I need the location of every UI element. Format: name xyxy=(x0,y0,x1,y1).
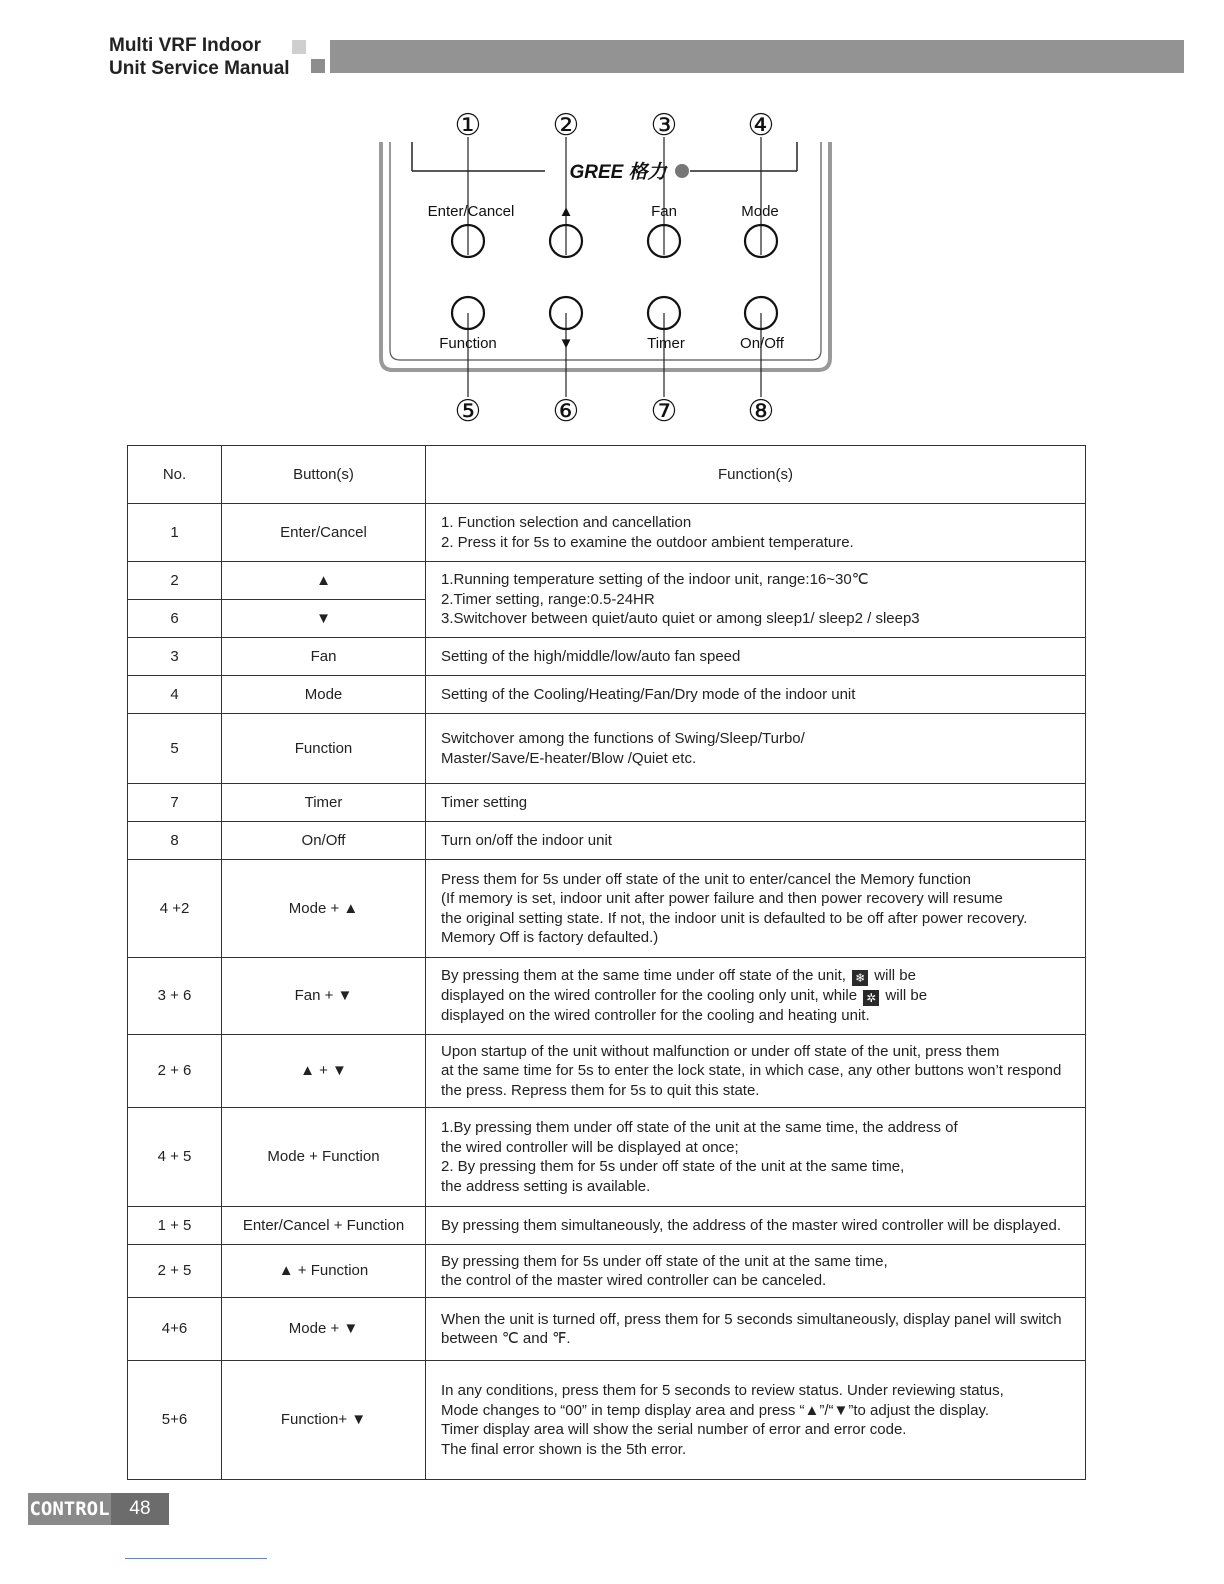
function-line xyxy=(441,966,1077,986)
table-row xyxy=(128,958,1086,1035)
cell-button: Mode + ▼ xyxy=(222,1298,426,1361)
function-line: Setting of the Cooling/Heating/Fan/Dry mode of the indoor unit xyxy=(441,685,856,703)
table-header-row xyxy=(128,446,1086,504)
callout-6: ⑥ xyxy=(552,394,580,429)
cell-function xyxy=(426,676,1086,714)
function-line xyxy=(441,986,1077,1006)
cell-button: Fan + ▼ xyxy=(222,958,426,1035)
function-line: Setting of the high/middle/low/auto fan speed xyxy=(441,647,741,665)
function-text: will be xyxy=(885,987,928,1005)
label-timer: Timer xyxy=(647,335,685,352)
function-line: In any conditions, press them for 5 seconds to review status. Under reviewing status, xyxy=(441,1382,1004,1399)
cell-function xyxy=(426,562,1086,638)
cell-no: 4 xyxy=(128,676,222,714)
function-line: Press them for 5s under off state of the unit to enter/cancel the Memory function xyxy=(441,870,972,888)
cell-button: Function+ ▼ xyxy=(222,1361,426,1480)
brand-logo: GREE 格力 xyxy=(569,162,667,183)
table-row xyxy=(128,676,1086,714)
cell-function xyxy=(426,860,1086,958)
cell-button: ▲ + Function xyxy=(222,1245,426,1298)
table-row xyxy=(128,1207,1086,1245)
function-text: will be xyxy=(874,967,916,985)
function-line: Upon startup of the unit without malfunction or under off state of the unit, press them xyxy=(441,1042,1000,1060)
function-line: the original setting state. If not, the indoor unit is defaulted to be off after power recovery. xyxy=(441,909,1028,927)
function-line: Switchover among the functions of Swing/Sleep/Turbo/ xyxy=(441,730,805,747)
cell-button: Enter/Cancel + Function xyxy=(222,1207,426,1245)
cell-button: Mode xyxy=(222,676,426,714)
cell-function xyxy=(426,504,1086,562)
label-function: Function xyxy=(439,335,497,352)
page-number: 48 xyxy=(111,1493,169,1525)
callout-7: ⑦ xyxy=(650,394,678,429)
function-line: the address setting is available. xyxy=(441,1177,651,1195)
cell-no: 7 xyxy=(128,784,222,822)
callout-8: ⑧ xyxy=(747,394,775,429)
function-line: the press. Repress them for 5s to quit this state. xyxy=(441,1081,760,1099)
function-line: By pressing them simultaneously, the address of the master wired controller will be displayed. xyxy=(441,1216,1062,1234)
label-down: ▼ xyxy=(558,335,574,352)
cell-no: 5+6 xyxy=(128,1361,222,1480)
cell-button: ▲ xyxy=(222,562,426,600)
function-line: (If memory is set, indoor unit after power failure and then power recovery will resume xyxy=(441,890,1003,907)
function-line: at the same time for 5s to enter the lock state, in which case, any other buttons won’t respond xyxy=(441,1062,1062,1080)
cell-function xyxy=(426,1108,1086,1207)
cell-function xyxy=(426,1035,1086,1108)
function-line: Timer setting xyxy=(441,793,528,811)
table-row xyxy=(128,1361,1086,1480)
cell-no: 3 + 6 xyxy=(128,958,222,1035)
cell-button: ▼ xyxy=(222,600,426,638)
cell-function xyxy=(426,714,1086,784)
header-no: No. xyxy=(128,446,222,504)
callout-5: ⑤ xyxy=(454,394,482,429)
cell-function xyxy=(426,638,1086,676)
table-row xyxy=(128,504,1086,562)
footer-rule xyxy=(125,1558,267,1559)
table-row xyxy=(128,822,1086,860)
callout-1: ① xyxy=(454,108,482,143)
cell-function xyxy=(426,784,1086,822)
cell-button: Function xyxy=(222,714,426,784)
cell-function xyxy=(426,958,1086,1035)
cell-no: 5 xyxy=(128,714,222,784)
table-row xyxy=(128,860,1086,958)
label-fan: Fan xyxy=(651,203,677,220)
callout-4: ④ xyxy=(747,108,775,143)
cell-function xyxy=(426,822,1086,860)
function-line: Mode changes to “00” in temp display area and press “▲”/“▼”to adjust the display. xyxy=(441,1401,990,1419)
cell-button: On/Off xyxy=(222,822,426,860)
function-line: the control of the master wired controller can be canceled. xyxy=(441,1272,827,1289)
callout-2: ② xyxy=(552,108,580,143)
table-row xyxy=(128,714,1086,784)
function-line: Turn on/off the indoor unit xyxy=(441,831,612,849)
label-up: ▲ xyxy=(558,203,574,220)
manual-title-line1: Multi VRF Indoor xyxy=(109,35,261,56)
button-function-table xyxy=(127,445,1086,1480)
function-line: Timer display area will show the serial number of error and error code. xyxy=(441,1421,907,1438)
manual-title-line2: Unit Service Manual xyxy=(109,58,290,79)
cell-button: Enter/Cancel xyxy=(222,504,426,562)
cell-button: Mode + ▲ xyxy=(222,860,426,958)
cell-no: 4 + 5 xyxy=(128,1108,222,1207)
table-row xyxy=(128,638,1086,676)
heating-sun-icon: ✲ xyxy=(863,990,879,1006)
function-line: displayed on the wired controller for the cooling and heating unit. xyxy=(441,1007,870,1025)
function-line: 2. Press it for 5s to examine the outdoor ambient temperature. xyxy=(441,533,854,551)
callout-3: ③ xyxy=(650,108,678,143)
function-line: When the unit is turned off, press them for 5 seconds simultaneously, display panel will switch xyxy=(441,1310,1062,1328)
table-row xyxy=(128,1108,1086,1207)
cell-function xyxy=(426,1361,1086,1480)
cell-function xyxy=(426,1298,1086,1361)
cell-function xyxy=(426,1207,1086,1245)
header-square-light xyxy=(292,40,306,54)
wired-controller-diagram xyxy=(360,100,860,435)
function-text: By pressing them at the same time under off state of the unit, xyxy=(441,967,846,985)
cell-no: 8 xyxy=(128,822,222,860)
cell-button: Timer xyxy=(222,784,426,822)
cell-button: Mode + Function xyxy=(222,1108,426,1207)
function-line: 1.Running temperature setting of the indoor unit, range:16~30℃ xyxy=(441,571,869,589)
cell-no: 6 xyxy=(128,600,222,638)
cell-no: 2 xyxy=(128,562,222,600)
label-mode: Mode xyxy=(741,203,779,220)
cell-no: 2 + 5 xyxy=(128,1245,222,1298)
cell-no: 1 xyxy=(128,504,222,562)
function-line: Master/Save/E-heater/Blow /Quiet etc. xyxy=(441,749,697,767)
header-buttons: Button(s) xyxy=(222,446,426,504)
cell-no: 4+6 xyxy=(128,1298,222,1361)
function-line: 2. By pressing them for 5s under off state of the unit at the same time, xyxy=(441,1158,905,1175)
function-line: 1.By pressing them under off state of the unit at the same time, the address of xyxy=(441,1119,958,1136)
table-row xyxy=(128,562,1086,600)
function-line: 2.Timer setting, range:0.5-24HR xyxy=(441,590,655,608)
table-row xyxy=(128,1245,1086,1298)
function-line: the wired controller will be displayed at once; xyxy=(441,1138,739,1156)
manual-title xyxy=(109,34,290,80)
cell-no: 3 xyxy=(128,638,222,676)
header-bar xyxy=(330,40,1184,73)
function-line: 1. Function selection and cancellation xyxy=(441,514,692,531)
function-line: Memory Off is factory defaulted.) xyxy=(441,929,659,946)
cell-button: Fan xyxy=(222,638,426,676)
label-on-off: On/Off xyxy=(740,335,784,352)
function-text: displayed on the wired controller for the cooling only unit, while xyxy=(441,987,858,1005)
table-row xyxy=(128,784,1086,822)
label-enter-cancel: Enter/Cancel xyxy=(427,203,515,220)
cell-no: 1 + 5 xyxy=(128,1207,222,1245)
function-line: The final error shown is the 5th error. xyxy=(441,1440,687,1458)
function-line: 3.Switchover between quiet/auto quiet or among sleep1/ sleep2 / sleep3 xyxy=(441,610,920,628)
section-tag: CONTROL xyxy=(28,1493,111,1525)
function-line: between ℃ and ℉. xyxy=(441,1330,571,1347)
table-row xyxy=(128,1298,1086,1361)
cell-no: 4 +2 xyxy=(128,860,222,958)
cell-function xyxy=(426,1245,1086,1298)
cell-no: 2 + 6 xyxy=(128,1035,222,1108)
function-line: By pressing them for 5s under off state of the unit at the same time, xyxy=(441,1252,888,1270)
table-row xyxy=(128,1035,1086,1108)
cooling-snowflake-icon: ❄ xyxy=(852,970,868,986)
header-functions: Function(s) xyxy=(426,446,1086,504)
cell-button: ▲ + ▼ xyxy=(222,1035,426,1108)
header-square-dark xyxy=(311,59,325,73)
